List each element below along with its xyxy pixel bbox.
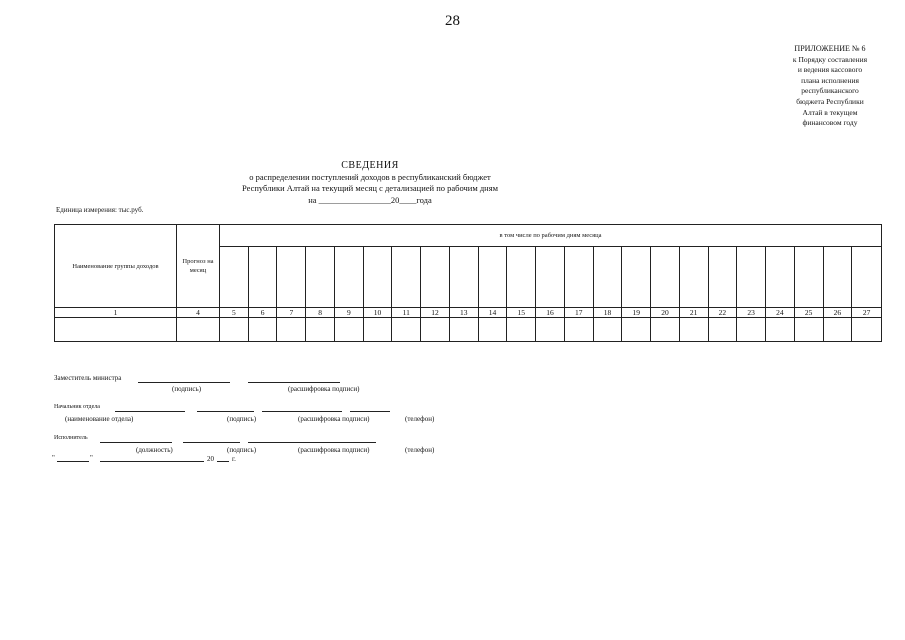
data-cell[interactable] (651, 318, 680, 341)
data-cell[interactable] (364, 318, 393, 341)
day-column-header-cell (737, 247, 766, 308)
appendix-line: финансовом году (802, 118, 858, 128)
date-year-prefix: 20 (207, 455, 214, 463)
head-of-department-label: Начальник отдела (54, 404, 100, 410)
appendix-line: плана исполнения (801, 75, 859, 85)
column-number-cell: 11 (392, 308, 421, 318)
day-column-header-cell (536, 247, 565, 308)
data-cell[interactable] (709, 318, 738, 341)
document-header (170, 160, 570, 206)
data-cell[interactable] (421, 318, 450, 341)
head-phone-caption: (телефон) (405, 415, 435, 423)
column-number-cell: 10 (364, 308, 393, 318)
document-subtitle-line2: Республики Алтай на текущий месяц с детализацией по рабочим дням (241, 183, 498, 193)
column-number-cell: 23 (737, 308, 766, 318)
data-cell[interactable] (824, 318, 853, 341)
column-number-cell: 6 (249, 308, 278, 318)
column-number-cell: 8 (306, 308, 335, 318)
date-day-line (57, 461, 89, 462)
data-cell[interactable] (306, 318, 335, 341)
data-cell[interactable] (507, 318, 536, 341)
executor-position-line (100, 442, 172, 443)
deputy-minister-label: Заместитель министра (54, 374, 122, 382)
executor-phone-line (336, 442, 376, 443)
appendix-line: к Порядку составления (792, 54, 868, 64)
date-year-line (217, 461, 229, 462)
column-number-cell: 7 (277, 308, 306, 318)
column-number-cell: 4 (177, 308, 220, 318)
date-year-suffix: г. (232, 455, 236, 463)
income-distribution-table (54, 224, 882, 342)
day-column-header-cell (450, 247, 479, 308)
data-cell[interactable] (177, 318, 220, 341)
appendix-line: и ведения кассового (797, 65, 863, 75)
data-cell[interactable] (852, 318, 881, 341)
day-column-header-cell (479, 247, 508, 308)
data-cell[interactable] (622, 318, 651, 341)
executor-phone-caption: (телефон) (405, 446, 435, 454)
executor-position-caption: (должность) (136, 446, 173, 454)
appendix-line: республиканского (801, 86, 859, 96)
column-number-cell: 14 (479, 308, 508, 318)
day-column-header-cell (824, 247, 853, 308)
document-subtitle-line1: о распределении поступлений доходов в республиканский бюджет (249, 171, 491, 182)
column-number-cell: 25 (795, 308, 824, 318)
column-number-cell: 19 (622, 308, 651, 318)
day-column-header-cell (249, 247, 278, 308)
data-cell[interactable] (392, 318, 421, 341)
column-header-days-group: в том числе по рабочим дням месяца (499, 232, 602, 239)
deputy-signature-line (138, 382, 230, 383)
day-column-header-cell (335, 247, 364, 308)
executor-label: Исполнитель (54, 435, 88, 441)
head-decoding-line (262, 411, 342, 412)
data-cell[interactable] (565, 318, 594, 341)
column-number-cell: 1 (55, 308, 177, 318)
column-number-cell: 13 (450, 308, 479, 318)
day-column-header-cell (364, 247, 393, 308)
day-column-header-cell (277, 247, 306, 308)
header-days-group-cell (220, 225, 881, 247)
data-cell[interactable] (594, 318, 623, 341)
head-decoding-caption: (расшифровка подписи) (298, 415, 370, 423)
column-number-cell: 15 (507, 308, 536, 318)
appendix-block (770, 44, 890, 129)
data-cell[interactable] (680, 318, 709, 341)
column-number-cell: 5 (220, 308, 249, 318)
day-column-header-cell (507, 247, 536, 308)
executor-signature-caption: (подпись) (227, 446, 257, 454)
column-header-forecast: Прогноз на месяц (182, 258, 214, 274)
header-forecast-cell (177, 225, 220, 308)
column-number-cell: 21 (680, 308, 709, 318)
day-column-header-cell (392, 247, 421, 308)
column-number-cell: 9 (335, 308, 364, 318)
appendix-line: Алтай в текущем (802, 107, 858, 117)
data-cell[interactable] (766, 318, 795, 341)
head-signature-line (197, 411, 254, 412)
data-cell[interactable] (220, 318, 249, 341)
data-cell[interactable] (277, 318, 306, 341)
column-number-cell: 18 (594, 308, 623, 318)
executor-decoding-line (248, 442, 336, 443)
day-column-header-cell (766, 247, 795, 308)
column-number-cell: 16 (536, 308, 565, 318)
day-column-header-cell (622, 247, 651, 308)
data-cell[interactable] (479, 318, 508, 341)
day-column-header-cell (680, 247, 709, 308)
data-cell[interactable] (795, 318, 824, 341)
data-cell[interactable] (55, 318, 177, 341)
date-quote-open: " (52, 454, 55, 462)
day-column-header-cell (852, 247, 881, 308)
data-cell[interactable] (737, 318, 766, 341)
head-department-caption: (наименование отдела) (65, 415, 134, 423)
day-column-header-cell (651, 247, 680, 308)
column-number-cell: 27 (852, 308, 881, 318)
day-column-header-cell (306, 247, 335, 308)
head-phone-line (350, 411, 390, 412)
deputy-decoding-line (248, 382, 340, 383)
day-column-header-cell (565, 247, 594, 308)
data-cell[interactable] (335, 318, 364, 341)
page-number: 28 (445, 13, 460, 29)
column-number-cell: 12 (421, 308, 450, 318)
deputy-decoding-caption: (расшифровка подписи) (288, 385, 360, 393)
deputy-signature-caption: (подпись) (172, 385, 202, 393)
date-quote-close: " (90, 454, 93, 462)
day-column-header-cell (709, 247, 738, 308)
day-column-header-cell (220, 247, 249, 308)
head-signature-caption: (подпись) (227, 415, 257, 423)
head-department-line (115, 411, 185, 412)
document-date-line: на _________________20____года (308, 194, 432, 205)
executor-decoding-caption: (расшифровка подписи) (298, 446, 370, 454)
column-number-cell: 17 (565, 308, 594, 318)
day-column-header-cell (421, 247, 450, 308)
header-name-cell (55, 225, 177, 308)
column-header-name: Наименование группы доходов (72, 262, 159, 270)
date-month-line (100, 461, 204, 462)
executor-signature-line (183, 442, 240, 443)
data-cell[interactable] (450, 318, 479, 341)
data-cell[interactable] (249, 318, 278, 341)
day-column-header-cell (795, 247, 824, 308)
column-number-cell: 20 (651, 308, 680, 318)
appendix-line: бюджета Республики (796, 96, 864, 106)
unit-label: Единица измерения: тыс.руб. (56, 206, 144, 214)
column-number-cell: 24 (766, 308, 795, 318)
column-number-cell: 26 (824, 308, 853, 318)
document-title: СВЕДЕНИЯ (341, 160, 399, 171)
appendix-title: ПРИЛОЖЕНИЕ № 6 (794, 44, 866, 53)
column-number-cell: 22 (709, 308, 738, 318)
data-cell[interactable] (536, 318, 565, 341)
day-column-header-cell (594, 247, 623, 308)
